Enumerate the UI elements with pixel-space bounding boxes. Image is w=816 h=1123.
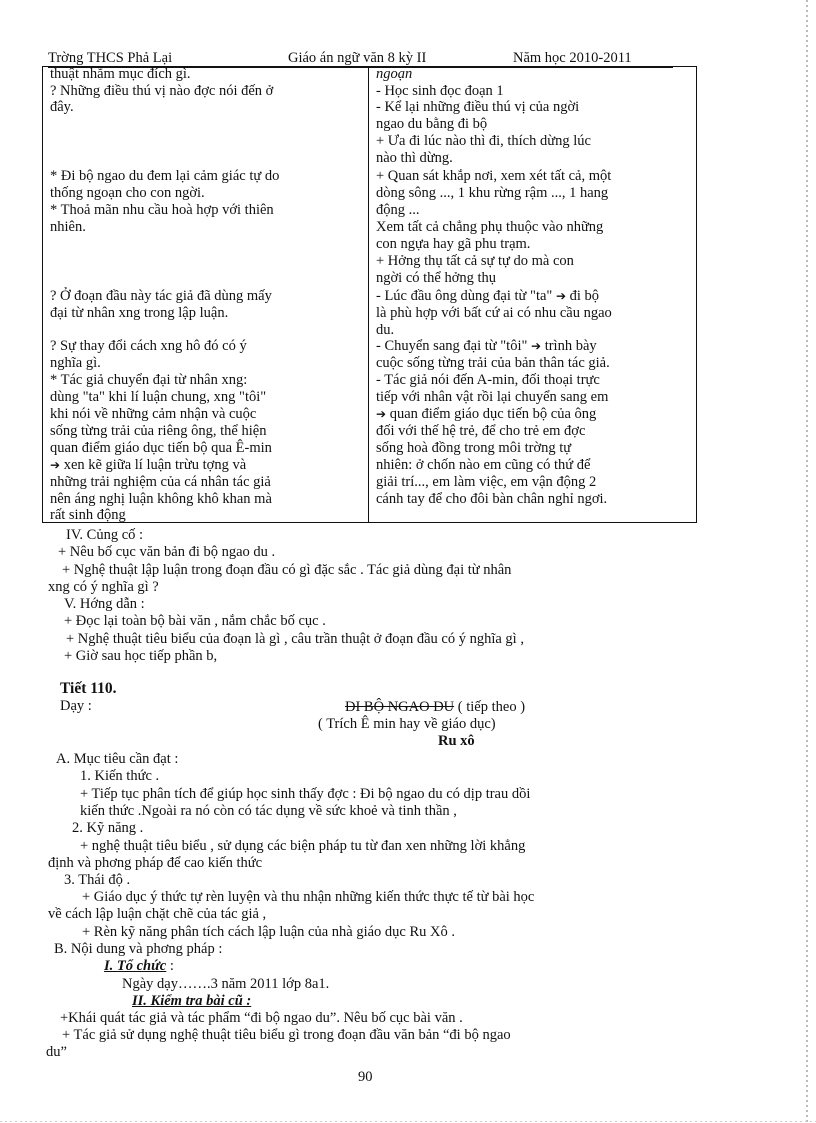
header-subject: Giáo án ngữ văn 8 kỳ II <box>288 50 427 66</box>
lesson-source: ( Trích Ê min hay về giáo dục) <box>318 716 496 732</box>
text-line: +Khái quát tác giả và tác phẩm “đi bộ ngao du”. Nêu bố cục bài văn . <box>60 1010 463 1026</box>
subheading-text: I. Tổ chức <box>104 958 167 974</box>
left-line: * Tác giả chuyển đại từ nhân xng: <box>50 372 248 388</box>
text-line: + Nghệ thuật lập luận trong đoạn đầu có gì đặc sắc . Tác giả dùng đại từ nhân <box>62 562 512 578</box>
section-heading-v: V. Hớng dẫn : <box>64 596 145 612</box>
text-line: + Đọc lại toàn bộ bài văn , nắm chắc bố cục . <box>64 613 326 629</box>
left-line: thống ngoạn cho con ngời. <box>50 185 205 201</box>
right-line: động ... <box>376 202 420 218</box>
left-line: ? Những điều thú vị nào đợc nói đến ở <box>50 83 274 99</box>
text-line: + Giáo dục ý thức tự rèn luyện và thu nhận những kiến thức thực tế từ bài học <box>82 889 535 905</box>
right-line: + Ưa đi lúc nào thì đi, thích dừng lúc <box>376 133 591 149</box>
right-line: con ngựa hay gã phu trạm. <box>376 236 531 252</box>
right-line <box>376 407 596 422</box>
right-line <box>376 339 597 354</box>
text-line: xng có ý nghĩa gì ? <box>48 579 159 595</box>
text-line: + Nêu bố cục văn bản đi bộ ngao du . <box>58 544 276 560</box>
text-line: về cách lập luận chặt chẽ của tác giả , <box>48 906 267 922</box>
left-line: đại từ nhân xng trong lập luận. <box>50 305 229 321</box>
right-line: tiếp với nhân vật rồi lại chuyển sang em <box>376 389 609 405</box>
right-line: sống hoà đồng trong môi trờng tự <box>376 440 572 456</box>
left-line: quan điểm giáo dục tiến bộ qua Ê-min <box>50 440 272 456</box>
right-line: + Hởng thụ tất cả sự tự do mà con <box>376 253 574 269</box>
right-line: Xem tất cả chẳng phụ thuộc vào những <box>376 219 604 235</box>
right-arrow-icon: ➔ <box>50 458 61 472</box>
subheading-colon: : <box>169 958 174 974</box>
text-line: + Tiếp tục phân tích để giúp học sinh thấy đợc : Đi bộ ngao du có dịp trau dồi <box>80 786 531 802</box>
subheading: 3. Thái độ . <box>64 872 131 888</box>
lesson-title-suffix: ( tiếp theo ) <box>457 699 526 715</box>
right-arrow-icon: ➔ <box>376 407 387 421</box>
day-label: Dạy : <box>60 698 92 714</box>
right-line-text: - Lúc đầu ông dùng đại từ "ta" <box>376 288 553 304</box>
section-heading-iv: IV. Củng cố : <box>66 527 144 543</box>
lesson-number: Tiết 110. <box>60 680 117 697</box>
subheading-kiem-tra: II. Kiểm tra bài cũ : <box>132 993 252 1009</box>
right-line-text: trình bày <box>544 338 597 354</box>
left-line-text: xen kẽ giữa lí luận trừu tợng và <box>63 457 247 473</box>
right-line: - Kể lại những điều thú vị của ngời <box>376 99 580 115</box>
text-line: + Rèn kỹ năng phân tích cách lập luận của nhà giáo dục Ru Xô . <box>82 924 455 940</box>
left-line: ? Ở đoạn đầu này tác giả đã dùng mấy <box>50 288 272 304</box>
subheading: 1. Kiến thức . <box>80 768 160 784</box>
right-line <box>376 289 599 304</box>
right-arrow-icon: ➔ <box>531 339 542 353</box>
left-line: khi nói về những cảm nhận và cuộc <box>50 406 257 422</box>
right-line: du. <box>376 322 395 338</box>
bottom-dotted-line <box>0 1121 816 1122</box>
text-line: du” <box>46 1044 67 1060</box>
right-line-text: đi bộ <box>569 288 600 304</box>
left-line: rất sinh động <box>50 507 126 523</box>
right-line: là phù hợp với bất cứ ai có nhu cầu ngao <box>376 305 612 321</box>
left-line: ? Sự thay đổi cách xng hô đó có ý <box>50 338 247 354</box>
left-line: * Thoả mãn nhu cầu hoà hợp với thiên <box>50 202 274 218</box>
subheading-to-chuc <box>104 958 174 974</box>
text-line: kiến thức .Ngoài ra nó còn có tác dụng về sức khoẻ và tinh thần , <box>80 803 457 819</box>
text-line: + Nghệ thuật tiêu biểu của đoạn là gì , câu trần thuật ở đoạn đầu có ý nghĩa gì , <box>66 631 524 647</box>
left-line: thuật nhằm mục đích gì. <box>50 66 191 82</box>
right-line: dòng sông ..., 1 khu rừng rậm ..., 1 hang <box>376 185 609 201</box>
left-line: dùng "ta" khi lí luận chung, xng "tôi" <box>50 389 267 405</box>
left-line <box>50 458 246 473</box>
left-line: nên áng nghị luận không khô khan mà <box>50 491 272 507</box>
left-line: * Đi bộ ngao du đem lại cảm giác tự do <box>50 168 280 184</box>
section-heading-b: B. Nội dung và phơng pháp : <box>54 941 223 957</box>
lesson-title-text: ĐI BỘ NGAO DU <box>345 699 455 715</box>
right-arrow-icon: ➔ <box>555 289 567 303</box>
header-year: Năm học 2010-2011 <box>513 50 632 66</box>
right-line: cuộc sống từng trải của bản thân tác giả. <box>376 355 610 371</box>
section-heading-a: A. Mục tiêu cần đạt : <box>56 751 179 767</box>
lesson-author: Ru xô <box>438 733 475 749</box>
right-line: - Tác giả nói đến A-min, đối thoại trực <box>376 372 600 388</box>
right-line-text: quan điểm giáo dục tiến bộ của ông <box>389 406 597 422</box>
right-line: nào thì dừng. <box>376 150 453 166</box>
left-line: đây. <box>50 99 74 115</box>
right-line: nhiên: ở chốn nào em cũng có thứ để <box>376 457 591 473</box>
margin-dotted-line <box>806 0 808 1123</box>
text-line: Ngày dạy…….3 năm 2011 lớp 8a1. <box>122 976 330 992</box>
right-line-text: - Chuyển sang đại từ "tôi" <box>376 338 528 354</box>
right-line: ngời có thể hởng thụ <box>376 270 497 286</box>
left-line: những trải nghiệm của cá nhân tác giả <box>50 474 271 490</box>
right-line: cánh tay để cho đôi bàn chân nghỉ ngơi. <box>376 491 608 507</box>
right-line: ngao du bằng đi bộ <box>376 116 488 132</box>
left-line: sống từng trải của riêng ông, thể hiện <box>50 423 267 439</box>
text-line: + nghệ thuật tiêu biểu , sử dụng các biện pháp tu từ đan xen những lời khẳng <box>80 838 526 854</box>
text-line: + Giờ sau học tiếp phần b, <box>64 648 218 664</box>
right-line: + Quan sát khắp nơi, xem xét tất cả, một <box>376 168 612 184</box>
page-number: 90 <box>358 1069 373 1085</box>
text-line: định và phơng pháp để cao kiến thức <box>48 855 263 871</box>
subheading: 2. Kỹ năng . <box>72 820 144 836</box>
right-line: - Học sinh đọc đoạn 1 <box>376 83 504 99</box>
right-line: đối với thế hệ trẻ, để cho trẻ em đợc <box>376 423 586 439</box>
text-line: + Tác giả sử dụng nghệ thuật tiêu biểu gì trong đoạn đầu văn bản “đi bộ ngao <box>62 1027 511 1043</box>
lesson-table <box>42 66 697 523</box>
right-line: ngoạn <box>376 66 413 82</box>
right-line: giải trí..., em làm việc, em vận động 2 <box>376 474 597 490</box>
left-line: nghĩa gì. <box>50 355 101 371</box>
left-line: nhiên. <box>50 219 86 235</box>
table-divider <box>368 67 369 522</box>
lesson-title <box>345 699 525 715</box>
header-school: Trờng THCS Phả Lại <box>48 50 173 66</box>
